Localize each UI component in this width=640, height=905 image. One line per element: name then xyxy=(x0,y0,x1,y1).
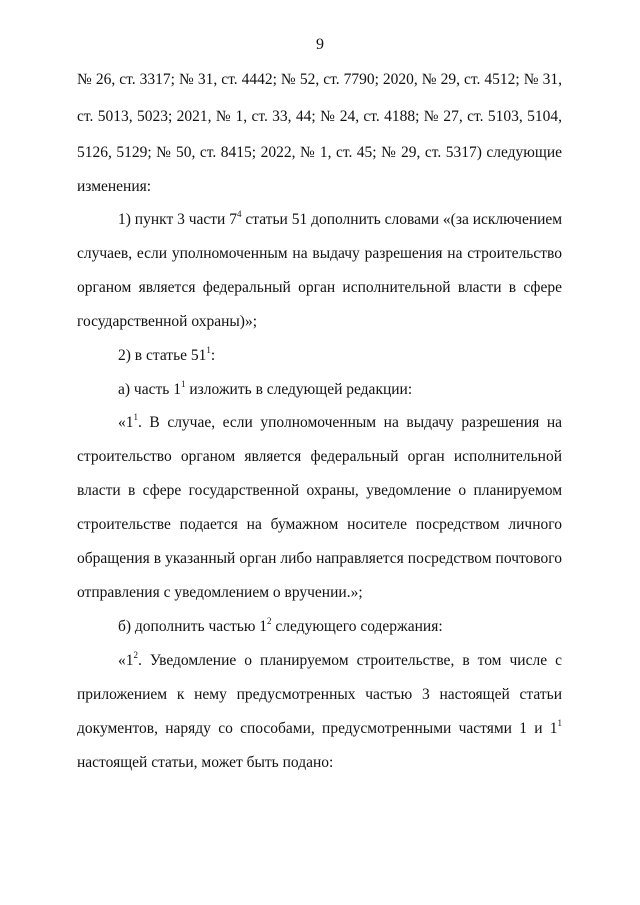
page-number: 9 xyxy=(316,36,324,53)
text-fragment: «1 xyxy=(118,652,134,669)
superscript: 2 xyxy=(133,650,138,660)
item-1-first-line xyxy=(118,210,562,230)
text-line: изменения: xyxy=(77,178,152,195)
superscript: 1 xyxy=(206,345,211,355)
text-fragment: : xyxy=(210,347,216,364)
text-fragment: . В случае, если уполномоченным на выдачу разрешения на xyxy=(138,414,562,431)
text-line: строительство органом является федеральный орган исполнительной xyxy=(77,448,562,465)
text-line: настоящей статьи, может быть подано: xyxy=(77,754,334,771)
superscript: 4 xyxy=(236,209,242,219)
item-2a-line xyxy=(118,380,562,400)
text-line: государственной охраны)»; xyxy=(77,313,258,330)
text-fragment: «1 xyxy=(118,414,134,431)
text-line: отправления с уведомлением о вручении.»; xyxy=(77,584,363,601)
text-fragment: изложить в следующей редакции: xyxy=(185,381,413,398)
superscript: 2 xyxy=(267,616,272,626)
quote-1-first-line xyxy=(118,413,562,433)
text-line: обращения в указанный орган либо направляется посредством почтового xyxy=(77,550,562,567)
text-fragment: следующего содержания: xyxy=(271,618,443,635)
text-fragment: статьи 51 дополнить словами «(за исключением xyxy=(241,211,563,228)
text-fragment: 1) пункт 3 части 7 xyxy=(118,211,237,228)
text-line: приложением к нему предусмотренных частью 3 настоящей статьи xyxy=(77,686,562,703)
text-line: органом является федеральный орган исполнительной власти в сфере xyxy=(77,279,562,296)
item-2b-line xyxy=(118,617,562,637)
text-fragment: б) дополнить частью 1 xyxy=(118,618,268,635)
superscript: 1 xyxy=(180,379,186,389)
text-line: 5126, 5129; № 50, ст. 8415; 2022, № 1, ст. 45; № 29, ст. 5317) следующие xyxy=(77,144,562,161)
text-line: ст. 5013, 5023; 2021, № 1, ст. 33, 44; № 24, ст. 4188; № 27, ст. 5103, 5104, xyxy=(77,108,562,125)
text-line: № 26, ст. 3317; № 31, ст. 4442; № 52, ст. 7790; 2020, № 29, ст. 4512; № 31, xyxy=(77,71,562,88)
text-line: власти в сфере государственной охраны, уведомление о планируемом xyxy=(77,482,562,499)
text-fragment: 2) в статье 51 xyxy=(118,347,207,364)
quote-2-first-line xyxy=(118,651,562,671)
superscript: 1 xyxy=(557,718,562,728)
quote-2-third-line xyxy=(77,719,562,739)
item-2-line xyxy=(118,346,562,366)
text-line: случаев, если уполномоченным на выдачу разрешения на строительство xyxy=(77,245,562,262)
text-fragment: а) часть 1 xyxy=(118,381,181,398)
text-line: строительстве подается на бумажном носителе посредством личного xyxy=(77,516,562,533)
text-fragment: . Уведомление о планируемом строительстве, в том числе с xyxy=(138,652,562,669)
text-fragment: документов, наряду со способами, предусмотренными частями 1 и 1 xyxy=(77,720,558,737)
superscript: 1 xyxy=(133,412,138,422)
